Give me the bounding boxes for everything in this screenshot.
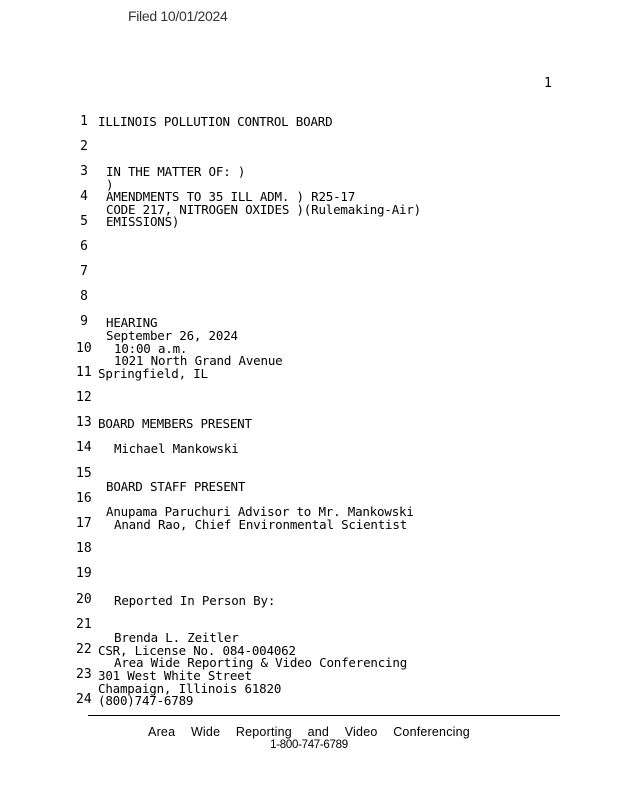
hearing-time: 10:00 a.m. <box>114 341 188 356</box>
line-number: 7 <box>80 264 88 279</box>
footer-company-name <box>0 725 618 739</box>
board-staff-heading: BOARD STAFF PRESENT <box>106 479 246 494</box>
footer-word: Area <box>148 725 176 739</box>
page-number: 1 <box>544 76 552 91</box>
board-member: Michael Mankowski <box>114 441 239 456</box>
line-number: 9 <box>80 314 88 329</box>
line-number: 3 <box>80 164 88 179</box>
reporter-name: Brenda L. Zeitler <box>114 630 239 645</box>
board-members-heading: BOARD MEMBERS PRESENT <box>98 416 252 431</box>
footer-word: Wide <box>190 725 221 739</box>
reporting-company: Area Wide Reporting & Video Conferencing <box>114 655 408 670</box>
street-address: 301 West White Street <box>98 668 252 683</box>
line-number: 24 <box>76 692 92 707</box>
csr-license: CSR, License No. 084-004062 <box>98 643 296 658</box>
line-number: 12 <box>76 390 92 405</box>
staff-member: Anand Rao, Chief Environmental Scientist <box>114 517 408 532</box>
line-number: 5 <box>80 214 88 229</box>
hearing-heading: HEARING <box>106 315 158 330</box>
line-number: 18 <box>76 541 92 556</box>
footer-rule <box>88 715 560 716</box>
header-stamp: Filed 10/01/2024 <box>128 8 228 24</box>
line-number: 2 <box>80 139 88 154</box>
footer-word: and <box>307 725 330 739</box>
city-state-zip: Champaign, Illinois 61820 <box>98 681 282 696</box>
board-name: ILLINOIS POLLUTION CONTROL BOARD <box>98 114 333 129</box>
hearing-date: September 26, 2024 <box>106 328 238 343</box>
line-number: 13 <box>76 415 92 430</box>
reporter-phone: (800)747-6789 <box>98 693 194 708</box>
footer-word: Video <box>344 725 378 739</box>
hearing-address: 1021 North Grand Avenue <box>114 353 283 368</box>
line-number: 17 <box>76 516 92 531</box>
line-number: 6 <box>80 239 88 254</box>
emissions-line: EMISSIONS) <box>106 214 180 229</box>
line-number: 16 <box>76 491 92 506</box>
line-number: 19 <box>76 566 92 581</box>
matter-of-line: IN THE MATTER OF: ) <box>106 164 246 179</box>
code-line: CODE 217, NITROGEN OXIDES )(Rulemaking-Air) <box>106 202 422 217</box>
paren-line: ) <box>106 177 114 192</box>
reported-by: Reported In Person By: <box>114 593 276 608</box>
amendments-line: AMENDMENTS TO 35 ILL ADM. ) R25-17 <box>106 189 356 204</box>
line-number: 11 <box>76 365 92 380</box>
line-number: 20 <box>76 592 92 607</box>
line-number: 15 <box>76 466 92 481</box>
line-number: 14 <box>76 440 92 455</box>
footer-word: Conferencing <box>393 725 470 739</box>
line-number: 10 <box>76 341 92 356</box>
footer-word: Reporting <box>235 725 292 739</box>
hearing-city: Springfield, IL <box>98 366 208 381</box>
line-number: 4 <box>80 189 88 204</box>
line-number: 21 <box>76 617 92 632</box>
footer-phone: 1-800-747-6789 <box>270 739 348 751</box>
line-number: 8 <box>80 289 88 304</box>
staff-member: Anupama Paruchuri Advisor to Mr. Mankowski <box>106 504 414 519</box>
line-number: 22 <box>76 642 92 657</box>
line-number: 1 <box>80 114 88 129</box>
line-number: 23 <box>76 667 92 682</box>
